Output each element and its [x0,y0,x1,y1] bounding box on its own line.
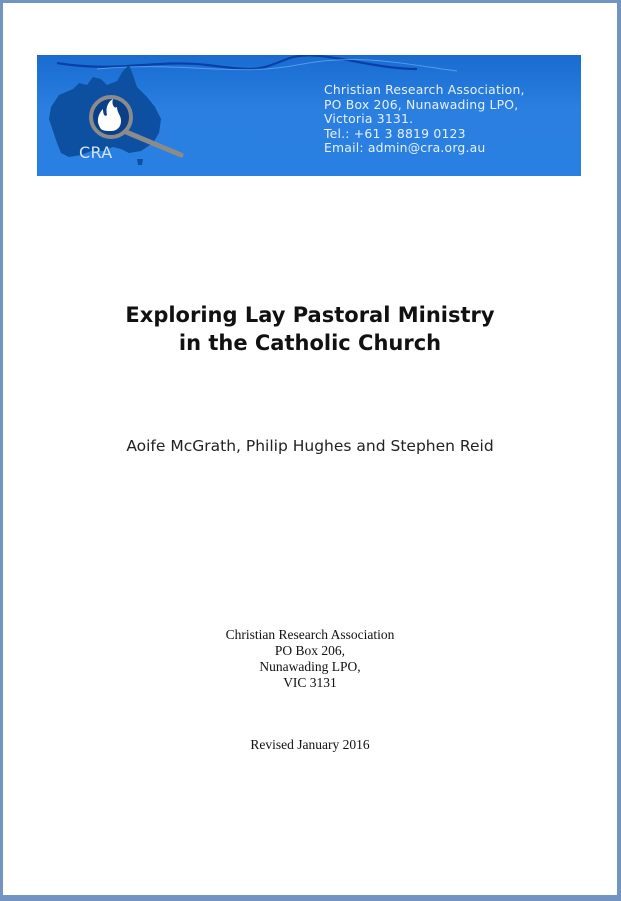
title-line-2: in the Catholic Church [178,331,442,355]
contact-state: Victoria 3131. [324,111,414,127]
publisher-name: Christian Research Association [225,627,395,642]
publisher-locality: Nunawading LPO, [259,659,361,674]
contact-phone: Tel.: +61 3 8819 0123 [324,125,466,141]
document-title [3,301,617,357]
cra-logo-icon [37,55,197,176]
publisher-address [3,627,617,691]
title-line-1: Exploring Lay Pastoral Ministry [125,303,495,327]
publisher-state: VIC 3131 [283,675,337,690]
contact-po-box: PO Box 206, Nunawading LPO, [324,96,519,112]
banner-contact-block [324,83,525,156]
contact-org: Christian Research Association, [324,82,525,97]
authors: Aoife McGrath, Philip Hughes and Stephen Reid [126,437,494,455]
contact-email: Email: admin@cra.org.au [324,140,486,156]
publisher-po-box: PO Box 206, [274,643,346,658]
revision-date: Revised January 2016 [250,737,370,752]
document-page [3,3,617,895]
cra-logo-text: CRA [79,143,113,162]
cra-header-banner [37,55,581,176]
